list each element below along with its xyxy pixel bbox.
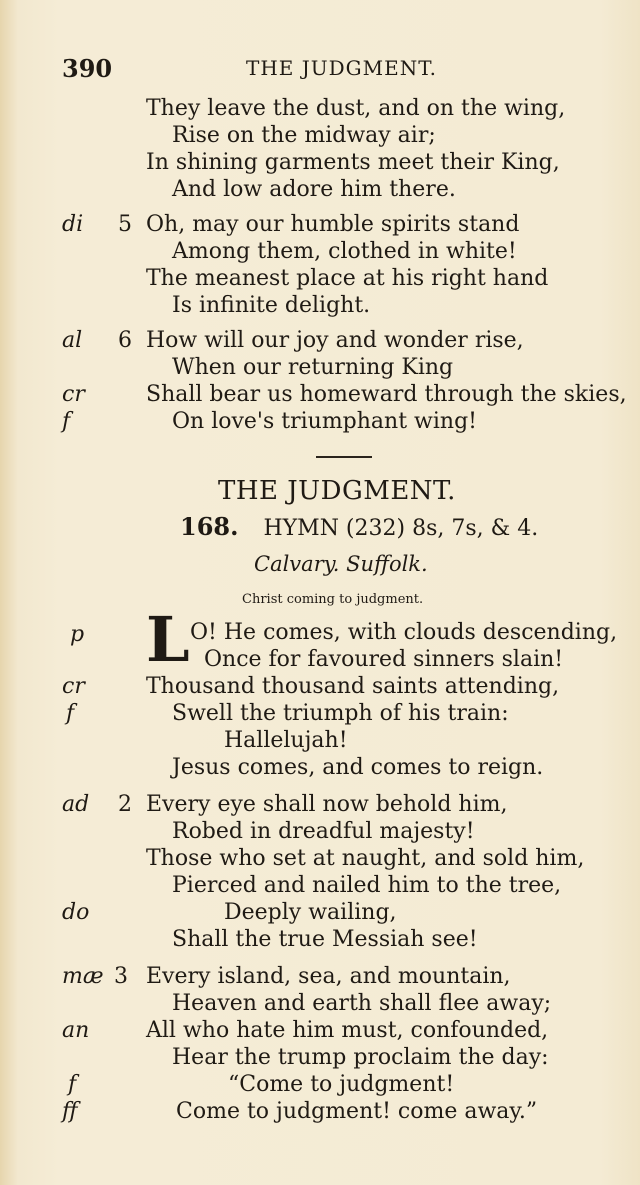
verse-line: “Come to judgment! <box>228 1072 455 1097</box>
verse-line: Every eye shall now behold him, <box>146 792 508 817</box>
hymn-subject: Christ coming to judgment. <box>242 592 424 607</box>
dynamic-mark: do <box>62 900 90 925</box>
verse-line: They leave the dust, and on the wing, <box>146 96 566 121</box>
verse-line: Jesus comes, and comes to reign. <box>172 755 544 780</box>
dynamic-mark: p <box>70 622 85 647</box>
stanza-number: 3 <box>114 964 128 989</box>
verse-line: Come to judgment! come away.” <box>176 1099 538 1124</box>
page-header <box>62 54 602 84</box>
hymn-meta: HYMN (232) 8s, 7s, & 4. <box>263 516 539 541</box>
drop-cap: L <box>146 603 190 676</box>
dynamic-mark: an <box>62 1018 90 1043</box>
verse-line: Rise on the midway air; <box>172 123 436 148</box>
verse-line: Shall bear us homeward through the skies, <box>146 382 627 407</box>
tune-names: Calvary. Suffolk. <box>254 552 428 576</box>
verse-line: On love's triumphant wing! <box>172 409 478 434</box>
verse-line: The meanest place at his right hand <box>146 266 549 291</box>
verse-line: Pierced and nailed him to the tree, <box>172 873 562 898</box>
verse-line: O! He comes, with clouds descending, <box>190 620 618 645</box>
dynamic-mark: f <box>62 409 71 434</box>
dynamic-mark: cr <box>62 674 85 699</box>
hymn-number: 168. <box>180 512 239 541</box>
verse-line: How will our joy and wonder rise, <box>146 328 524 353</box>
dynamic-mark: ad <box>62 792 90 817</box>
verse-line: Thousand thousand saints attending, <box>146 674 560 699</box>
stanza-number: 6 <box>118 328 132 353</box>
verse-line: Hallelujah! <box>224 728 348 753</box>
verse-line: Oh, may our humble spirits stand <box>146 212 520 237</box>
dynamic-mark: f <box>66 701 75 726</box>
stanza-number: 2 <box>118 792 132 817</box>
verse-line: Swell the triumph of his train: <box>172 701 509 726</box>
page-number: 390 <box>62 54 113 83</box>
dynamic-mark: mæ <box>62 964 104 989</box>
dynamic-mark: cr <box>62 382 85 407</box>
verse-line: And low adore him there. <box>172 177 456 202</box>
verse-line: Among them, clothed in white! <box>172 239 517 264</box>
running-head: THE JUDGMENT. <box>246 56 437 80</box>
hymn-heading <box>180 512 538 541</box>
section-title: THE JUDGMENT. <box>218 476 456 506</box>
section-divider <box>316 456 372 458</box>
verse-line: In shining garments meet their King, <box>146 150 560 175</box>
dynamic-mark: f <box>68 1072 77 1097</box>
dynamic-mark: di <box>62 212 84 237</box>
verse-line: All who hate him must, confounded, <box>146 1018 549 1043</box>
verse-line: Deeply wailing, <box>224 900 397 925</box>
verse-line: Those who set at naught, and sold him, <box>146 846 585 871</box>
verse-line: Hear the trump proclaim the day: <box>172 1045 549 1070</box>
dynamic-mark: al <box>62 328 83 353</box>
dynamic-mark: ff <box>62 1099 78 1124</box>
stanza-number: 5 <box>118 212 132 237</box>
verse-line: Heaven and earth shall flee away; <box>172 991 552 1016</box>
verse-line: Is infinite delight. <box>172 293 371 318</box>
verse-line: When our returning King <box>172 355 454 380</box>
verse-line: Every island, sea, and mountain, <box>146 964 511 989</box>
verse-line: Shall the true Messiah see! <box>172 927 478 952</box>
verse-line: Robed in dreadful majesty! <box>172 819 475 844</box>
verse-line: Once for favoured sinners slain! <box>204 647 564 672</box>
